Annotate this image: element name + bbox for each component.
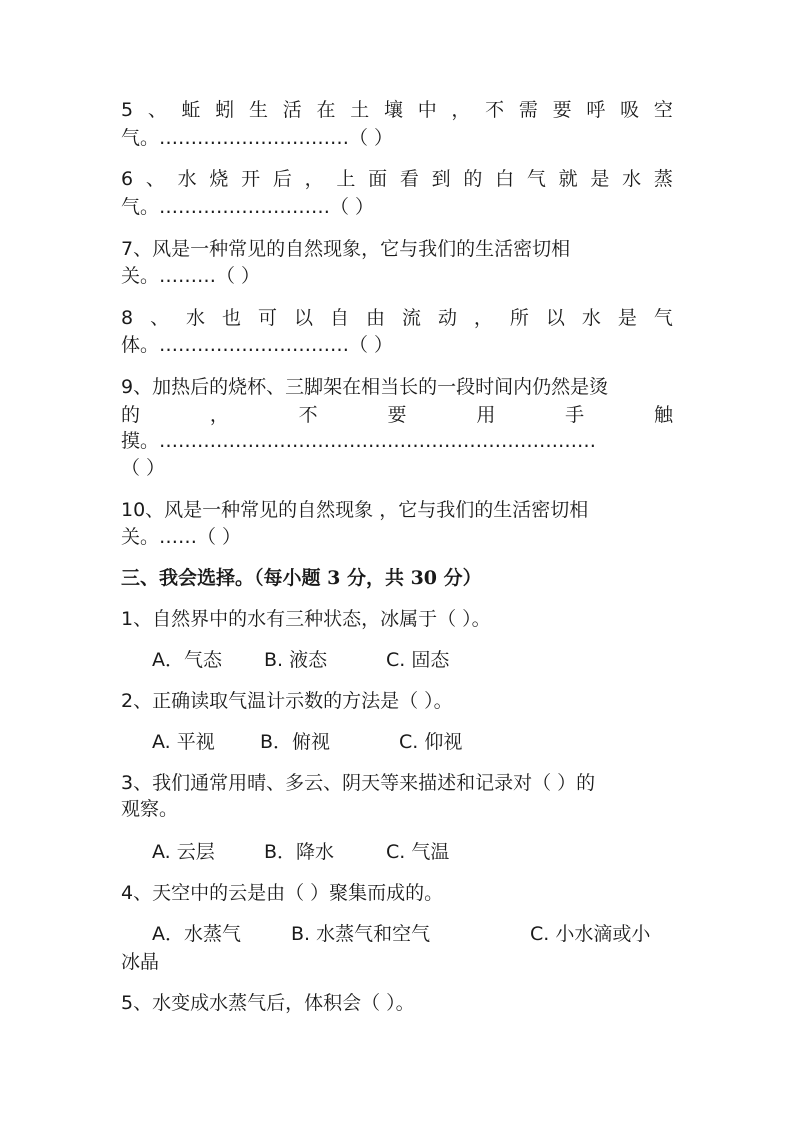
judge-q6-char: 白 [495, 168, 515, 190]
judge-q6-char: 蒸 [653, 168, 673, 190]
judge-q6-char: 开 [241, 168, 261, 190]
judge-q9-char: 不 [298, 404, 318, 426]
choice-q3-option-a: A. 云层 [152, 841, 215, 863]
choice-q2-option-b: B．俯视 [260, 731, 331, 753]
choice-q3-stem-cont: 观察。 [121, 798, 179, 820]
judge-q6-char: 是 [590, 168, 610, 190]
judge-q5-char: 生 [249, 99, 269, 121]
judge-q5-line2: 气。…………………………（ ） [121, 127, 394, 149]
judge-q5-char: ， [451, 99, 471, 121]
judge-q8-line1 [121, 306, 673, 330]
judge-q6-char: 的 [463, 168, 483, 190]
judge-q10-line2: 关。……（ ） [121, 526, 242, 548]
judge-q6-char: 后 [272, 168, 292, 190]
judge-q8-char: ， [473, 307, 493, 329]
choice-q1-stem: 1、自然界中的水有三种状态，冰属于（ ）。 [121, 608, 491, 630]
choice-q2-option-a: A. 平视 [152, 731, 215, 753]
choice-q1-option-b: B. 液态 [264, 649, 328, 671]
section3-title: 三、我会选择。（每小题 3 分，共 30 分） [121, 567, 482, 589]
judge-q9-char: 要 [387, 404, 407, 426]
judge-q6-char: 到 [431, 168, 451, 190]
judge-q6-char: 6 [121, 168, 134, 190]
judge-q9-line3: 摸。…………………………………………………………… [121, 430, 597, 452]
judge-q9-char: 的 [121, 404, 141, 426]
choice-q1-option-a: A．气态 [152, 649, 222, 671]
judge-q6-char: 就 [558, 168, 578, 190]
judge-q9-char: 用 [476, 404, 496, 426]
choice-q4-stem: 4、天空中的云是由（ ）聚集而成的。 [121, 882, 444, 904]
judge-q5-char: 、 [147, 99, 167, 121]
judge-q5-char: 要 [552, 99, 572, 121]
choice-q3-option-c: C. 气温 [386, 841, 450, 863]
judge-q9-line2 [121, 403, 673, 427]
judge-q8-char: 所 [509, 307, 529, 329]
judge-q8-char: 自 [329, 307, 349, 329]
judge-q9-char: 触 [653, 404, 673, 426]
judge-q8-char: 水 [581, 307, 601, 329]
judge-q5-char: 需 [518, 99, 538, 121]
judge-q5-char: 蚓 [215, 99, 235, 121]
judge-q6-char: 、 [145, 168, 165, 190]
judge-q8-char: 以 [294, 307, 314, 329]
judge-q8-char: 以 [545, 307, 565, 329]
choice-q4-option-a: A．水蒸气 [152, 923, 241, 945]
judge-q9-char: 手 [565, 404, 585, 426]
judge-q5-char: 壤 [383, 99, 403, 121]
judge-q8-char: 、 [150, 307, 170, 329]
judge-q5-char: 土 [350, 99, 370, 121]
judge-q8-char: 动 [437, 307, 457, 329]
judge-q6-char: 水 [622, 168, 642, 190]
choice-q1-option-c: C. 固态 [386, 649, 450, 671]
judge-q5-char: 在 [316, 99, 336, 121]
judge-q6-char: 气 [526, 168, 546, 190]
judge-q9-line4: （ ） [121, 457, 166, 479]
judge-q5-char: 呼 [586, 99, 606, 121]
choice-q2-option-c: C. 仰视 [399, 731, 463, 753]
judge-q6-char: 水 [177, 168, 197, 190]
judge-q8-char: 流 [401, 307, 421, 329]
judge-q6-char: 烧 [209, 168, 229, 190]
choice-q4-option-c-cont: 冰晶 [121, 951, 160, 973]
judge-q6-line1 [121, 167, 673, 191]
judge-q8-char: 8 [121, 307, 134, 329]
judge-q5-char: 吸 [620, 99, 640, 121]
judge-q9-line1: 9、加热后的烧杯、三脚架在相当长的一段时间内仍然是烫 [121, 376, 609, 398]
judge-q6-char: ， [304, 168, 324, 190]
judge-q7-line2: 关。………（ ） [121, 265, 261, 287]
choice-q2-stem: 2、正确读取气温计示数的方法是（ ）。 [121, 690, 453, 712]
choice-q3-stem: 3、我们通常用晴、多云、阴天等来描述和记录对（ ）的 [121, 772, 596, 794]
judge-q5-char: 不 [485, 99, 505, 121]
judge-q5-char: 中 [417, 99, 437, 121]
judge-q8-char: 由 [365, 307, 385, 329]
judge-q5-char: 空 [653, 99, 673, 121]
judge-q5-line1 [121, 98, 673, 122]
judge-q8-char: 水 [186, 307, 206, 329]
judge-q5-char: 5 [121, 99, 134, 121]
judge-q6-line2: 气。………………………（ ） [121, 196, 375, 218]
judge-q9-char: ， [209, 404, 229, 426]
judge-q8-char: 也 [222, 307, 242, 329]
choice-q3-option-b: B．降水 [264, 841, 335, 863]
judge-q8-char: 是 [617, 307, 637, 329]
choice-q4-option-c: C. 小水滴或小 [530, 923, 651, 945]
judge-q6-char: 看 [399, 168, 419, 190]
judge-q6-char: 面 [368, 168, 388, 190]
choice-q5-stem: 5、水变成水蒸气后，体积会（ ）。 [121, 992, 415, 1014]
judge-q8-char: 气 [653, 307, 673, 329]
choice-q4-option-b: B. 水蒸气和空气 [291, 923, 431, 945]
judge-q5-char: 活 [282, 99, 302, 121]
judge-q7-line1: 7、风是一种常见的自然现象，它与我们的生活密切相 [121, 238, 571, 260]
judge-q6-char: 上 [336, 168, 356, 190]
judge-q5-char: 蚯 [181, 99, 201, 121]
judge-q8-line2: 体。…………………………（ ） [121, 334, 394, 356]
judge-q8-char: 可 [258, 307, 278, 329]
judge-q10-line1: 10、风是一种常见的自然现象 ，它与我们的生活密切相 [121, 499, 589, 521]
